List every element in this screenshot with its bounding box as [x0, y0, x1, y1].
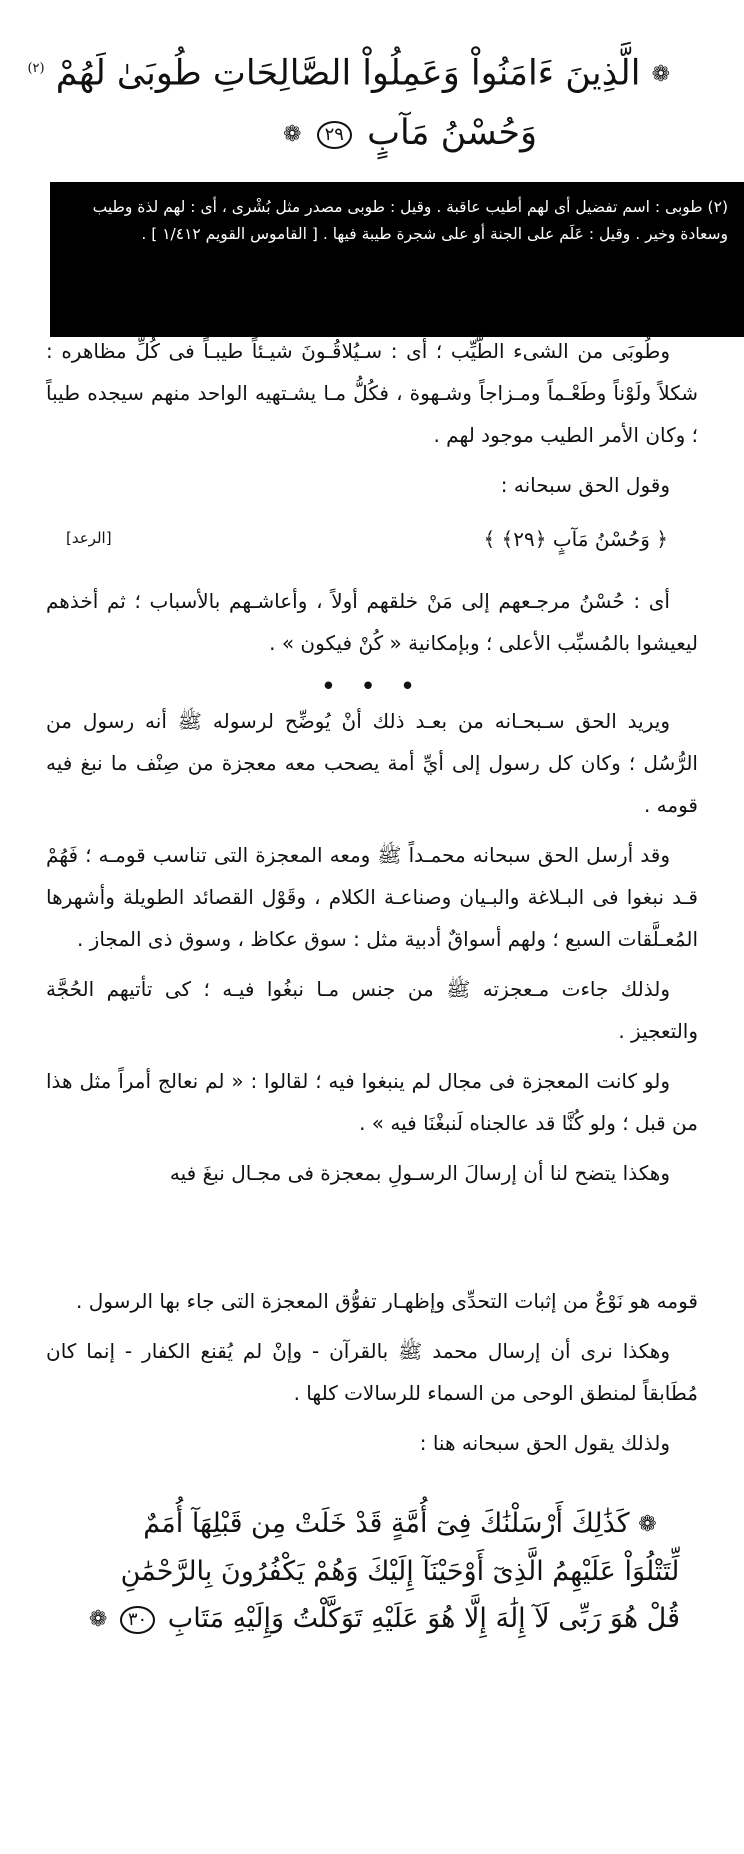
paragraph: وهكذا نرى أن إرسال محمد ﷺ بالقرآن - وإنْ لم يُقنع الكفار - إنما كان مُطَابقاً لمنطق الوحى من السماء للرسالات كلها . [46, 1339, 698, 1405]
quoted-verse-text: ﴿ وَحُسْنُ مَآبٍ ﴿٢٩﴾ ﴾ [483, 527, 668, 551]
paragraph: وقد أرسل الحق سبحانه محمـداً ﷺ ومعه المعجزة التى تناسب قومـه ؛ فَهُمْ قـد نبغوا فى البـلاغة والبـيان وصناعـة الكلام ، وقَوْل القصائد الطويلة وأشهرها المُعـلَّقات السبع ؛ ولهم أسواقٌ أدبية مثل : سوق عكاظ ، وسوق ذى المجاز . [46, 843, 698, 951]
footnote-marker: (٢) [27, 61, 45, 76]
paragraph: ويريد الحق سـبحـانه من بعـد ذلك أنْ يُوضِّح لرسوله ﷺ أنه رسول من الرُّسُل ؛ وكان كل رسول إلى أيِّ أمة يصحب معه معجزة من صِنْف ما نبغ فيه قومه . [46, 709, 698, 817]
paragraph: قومه هو نَوْعٌ من إثبات التحدِّى وإظهـار تفوُّق المعجزة التى جاء بها الرسول . [76, 1289, 698, 1313]
paragraph: ولذلك جاءت مـعجزته ﷺ من جنس مـا نبغُوا فيـه ؛ كى تأتيهم الحُجَّة والتعجيز . [46, 977, 698, 1043]
surah-reference: [الرعد] [66, 529, 112, 547]
verse-line-1 [120, 1500, 680, 1548]
ornament-right-icon: ❁ [651, 62, 670, 88]
footnote-box [50, 182, 744, 337]
verse-line-1 [27, 40, 670, 104]
verse-heading-bottom [88, 1500, 680, 1643]
commentary-section-1 [46, 330, 698, 514]
commentary-section-4 [46, 1280, 698, 1472]
ornament-right-icon: ❁ [638, 1512, 657, 1537]
verse-text: قُلْ هُوَ رَبِّى لَآ إِلَٰهَ إِلَّا هُوَ عَلَيْهِ تَوَكَّلْتُ وَإِلَيْهِ مَتَابِ [167, 1603, 680, 1634]
paragraph: ولذلك يقول الحق سبحانه هنا : [419, 1431, 670, 1455]
verse-line-2: لِّتَتْلُوَاْ عَلَيْهِمُ الَّذِىٓ أَوْحَيْنَآ إِلَيْكَ وَهُمْ يَكْفُرُونَ بِالرَّحْمَٰنِ [120, 1556, 680, 1587]
verse-text: وَحُسْنُ مَآبٍ [367, 113, 537, 154]
ornament-left-icon: ❁ [88, 1607, 108, 1632]
commentary-section-2 [46, 580, 698, 672]
ayah-number: ٣٠ [120, 1606, 155, 1634]
quoted-verse [46, 523, 698, 563]
ayah-number: ٢٩ [317, 121, 352, 149]
verse-text: الَّذِينَ ءَامَنُواْ وَعَمِلُواْ الصَّالِحَاتِ طُوبَىٰ لَهُمْ [55, 53, 641, 94]
paragraph: وقول الحق سبحانه : [500, 473, 670, 497]
section-separator: • • • [320, 672, 424, 702]
verse-line-3 [88, 1595, 680, 1643]
footnote-text: (٢) طوبى : اسم تفضيل أى لهم أطيب عاقبة . وقيل : طوبى مصدر مثل بُشْرى ، أى : لهم لذة وطيب وسعادة وخير . وقيل : عَلَم على الجنة أو على شجرة طيبة فيها . [ القاموس القويم ١/٤١٢ ] . [92, 198, 728, 243]
paragraph: وهكذا يتضح لنا أن إرسالَ الرسـولِ بمعجزة فى مجـال نبغَ فيه [169, 1161, 670, 1185]
verse-text: كَذَٰلِكَ أَرْسَلْنَٰكَ فِىٓ أُمَّةٍ قَدْ خَلَتْ مِن قَبْلِهَآ أُمَمٌ [143, 1508, 630, 1539]
paragraph: ولو كانت المعجزة فى مجال لم ينبغوا فيه ؛ لقالوا : « لم نعالج أمراً مثل هذا من قبل ؛ ولو كُنَّا قد عالجناه لَنبغْنَا فيه » . [46, 1069, 698, 1135]
verse-heading-top [27, 40, 670, 170]
paragraph: وطُوبَى من الشىء الطَّيِّب ؛ أى : سـيُلاقُـونَ شيـئاً طيبـاً فى كُلِّ مظاهره : شكلاً ولَوْناً وطَعْـماً ومـزاجاً وشـهوة ، فكُلُّ مـا يشـتهيه الواحد منهم سيجده طيباً ؛ وكان الأمر الطيب موجود لهم . [46, 339, 698, 447]
verse-line-2 [150, 104, 670, 164]
paragraph: أى : حُسْنُ مرجـعهم إلى مَنْ خلقهم أولاً ، وأعاشـهم بالأسباب ؛ ثم أخذهم ليعيشوا بالمُسبِّب الأعلى ؛ وبإمكانية « كُنْ فيكون » . [46, 589, 698, 655]
commentary-section-3 [46, 700, 698, 1202]
ornament-left-icon: ❁ [283, 121, 302, 147]
